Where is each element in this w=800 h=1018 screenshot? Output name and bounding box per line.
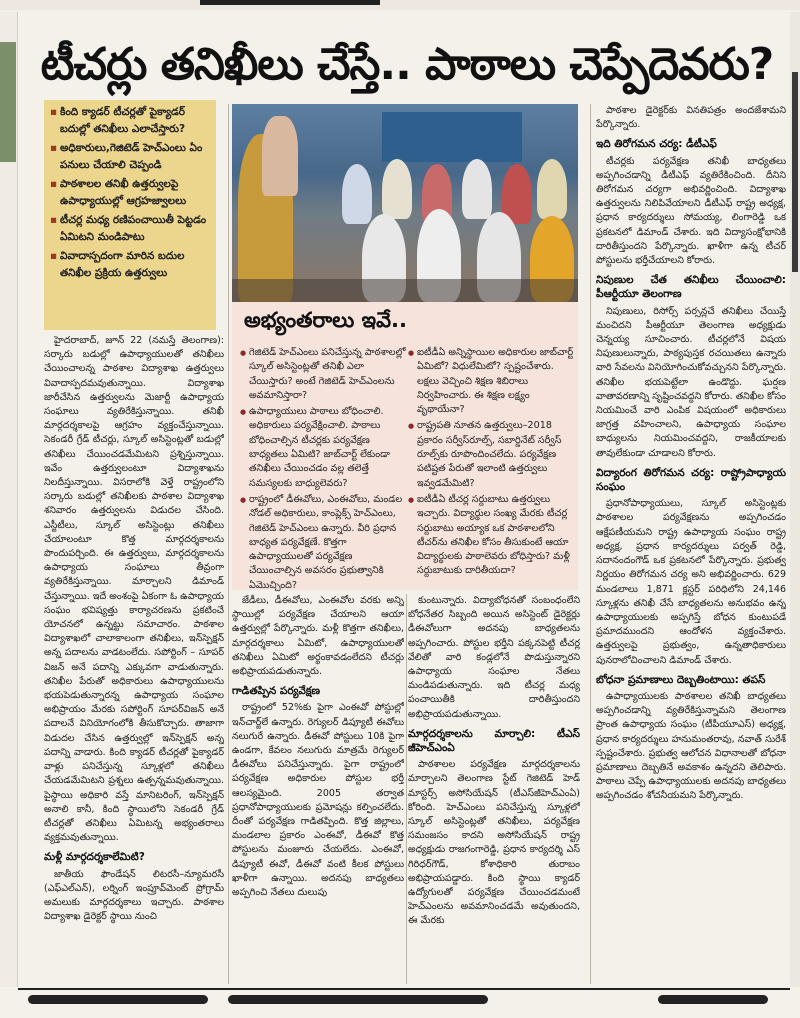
article-column-3 <box>596 104 786 806</box>
objections-right <box>408 346 576 581</box>
objections-left <box>240 346 408 595</box>
highlight-item: ▪ పాఠశాలల తనిఖీ ఉత్తర్వులపై ఉపాధ్యాయుల్లో ఆగ్రహజ్వాలలు <box>50 176 210 210</box>
subheading: విద్యారంగ తిరోగమన చర్య: రాష్ట్రోపాధ్యాయ సంఘం <box>596 466 786 494</box>
body-paragraph: రాష్ట్రంలో 52%కు పైగా ఎంఈవో పోస్టుల్లో ఇన్‌చార్జ్‌లే ఉన్నారు. రెగ్యులర్ డిప్యూటీ ఈవోలు నలుగురే ఉన్నారు. డీఈవో పోస్టులు 10కి పైగా ఉండగా, కేవలం నలుగురు మాత్రమే రెగ్యులర్ డీఈవోలు పనిచేస్తున్నారు. పైగా రాష్ట్రంలో పర్యవేక్షణ అధికారుల పోస్టుల భర్తీ ఆలస్యమైంది. 2005 తర్వాత ప్రధానోపాధ్యాయులకు ప్రమోషన్లు కల్పించలేదు. దీంతో పర్యవేక్షణ గాడితప్పింది. కొత్త జిల్లాలు, మండలాల ప్రకారం ఎంఈవో, డీఈవో కొత్త పోస్టులను మంజూరు చేయలేదు. ఎంఈవో, డిప్యూటీ ఈవో, డీఈవో వంటి కీలక పోస్టులు ఖాళీగా ఉన్నాయి. అదనపు బాధ్యతలు అప్పగించి నేతలు దులుపు <box>232 702 404 899</box>
subheading: గాడితప్పిన పర్యవేక్షణ <box>232 685 321 698</box>
body-paragraph: హైదరాబాద్, జూన్ 22 (నమస్తే తెలంగాణ): సర్కారు బడుల్లో ఉపాధ్యాయులతో తనిఖీలు చేయించాలన్న పాఠశాల విద్యాశాఖ ఉత్తర్వులు వివాదాస్పదమవుతున్నాయి. విద్యాశాఖ జారీచేసిన ఉత్తర్వులను మెజార్టీ ఉపాధ్యాయ సంఘాలు వ్యతిరేకిస్తున్నాయి. తనిఖీ మార్గదర్శకాలపై ఆగ్రహం వ్యక్తంచేస్తున్నాయి. సెకండరీ గ్రేడ్ టీచర్లు, స్కూల్ అసిస్టెంట్లతో బడుల్లో తనిఖీలు చేయించడమేమిటని ప్రశ్నిస్తున్నాయి. ఇవేం ఉత్తర్వులంటూ విద్యాశాఖను నిలదీస్తున్నాయి. విసరాలోకి వెళ్తే రాష్ట్రంలోని సర్కారు బడుల్లో తనిఖీలకు పాఠశాల విద్యాశాఖ శనివారం ఉత్తర్వులను విడుదల చేసింది. ఎస్జీటీలు, స్కూల్ అసిస్టెంట్లు తనిఖీలు చేయాలంటూ కొత్త మార్గదర్శకాలను పొందుపర్చింది. ఈ ఉత్తర్వులు, మార్గదర్శకాలను ఉపాధ్యాయ సంఘాలు తీవ్రంగా వ్యతిరేకిస్తున్నాయి. మార్చాలని డిమాండ్ చేస్తున్నాయి. ఇదే అంశంపై ఏకంగా ఓ ఉపాధ్యాయ సంఘం భవిష్యత్తు కార్యాచరణను ప్రకటించే యోచనలో ఉన్నట్టు సమాచారం. పాఠశాల విద్యాశాఖలో చాలాకాలంగా తనిఖీలు, ఇన్‌స్పెక్షన్ అన్న పదాలను వాడటంలేదు. సపోర్టింగ్ – సూపర్ విజన్ అనే పదాన్ని ఎక్కువగా వాడుతున్నారు. తనిఖీల పేరుతో అధికారులు ఉపాధ్యాయులను భయపెడుతున్నారన్న ఉపాధ్యాయ సంఘాల అభిప్రాయం మేరకు సపోర్టింగ్ సూపర్‌విజన్ అనే పదాలనే వినియోగంలోకి తీసుకొచ్చారు. తాజాగా విడుదల చేసిన ఉత్తర్వుల్లో ఇన్‌స్పెక్షన్ అన్న పదాన్ని వాడారు. కింది క్యాడర్ టీచర్లతో పైక్యాడర్ వాళ్లు పనిచేస్తున్న స్కూళ్లలో తనిఖీలు చేయడమేమిటని ప్రశ్నలు ఉత్పన్నమవుతున్నాయి. పైస్థాయి అధికారి వస్తే మానిటరింగ్, ఇన్‌స్పెక్షన్ అనాలి కానీ, కింది స్థాయిలోని సెకండరీ గ్రేడ్ టీచర్లతో తనిఖీలు ఏమిటన్న అభ్యంతరాలు వ్యక్తమవుతున్నాయి. <box>44 335 224 844</box>
article-headline: టీచర్లు తనిఖీలు చేస్తే.. పాఠాలు చెప్పేదెవరు? <box>40 39 774 90</box>
masthead-strip <box>0 0 800 10</box>
adjacent-column-fragment <box>790 12 800 987</box>
officer-figure <box>262 116 298 196</box>
subheading: బోధనా ప్రమాణాలు దెబ్బతింటాయి: తపస్ <box>596 673 766 686</box>
body-paragraph: పాఠశాలల పర్యవేక్షణ మార్గదర్శకాలను మార్చాలని తెలంగాణ స్టేట్ గెజిటెడ్ హెడ్ మాస్టర్స్ అసోసియేషన్ (టీఎస్‌జీహెచ్‌ఎంఏ) కోరింది. హెచ్‌ఎంలు పనిచేస్తున్న స్కూళ్లలో స్కూల్ అసిస్టెంట్లతో తనిఖీలు, పర్యవేక్షణ సమంజసం కాదని అసోసియేషన్ రాష్ట్ర అధ్యక్షుడు రాజగంగారెడ్డి, ప్రధాన కార్యదర్శి ఎస్ గిరిధర్‌గౌడ్, కోశాధికారి తురాబం అభిప్రాయపడ్డారు. కింది స్థాయి క్యాడర్ ఉద్యోగులతో పర్యవేక్షణ చేయించడమంటే హెచ్‌ఎంలను అవమానించడమే అవుతుందని, ఈ మేరకు <box>408 759 580 927</box>
body-paragraph: జేడీలు, డీఈవోలు, ఎంఈవోల వరకు అన్ని స్థాయిల్లో పర్యవేక్షణ చేయాలని ఆయా ఉత్తర్వుల్లో పేర్కొన్నారు. మళ్లీ కొత్తగా తనిఖీలు, మార్గదర్శకాలు ఏమిటో, ఉపాధ్యాయులతో తనిఖీలు ఏమిటో అర్థంకావడంలేదని టీచర్లు అభిప్రాయపడుతున్నారు. <box>232 595 404 678</box>
objections-box <box>232 302 578 590</box>
body-paragraph: పాఠశాల డైరెక్టర్‌కు వినతిపత్రం అందజేశామని పేర్కొన్నారు. <box>596 105 786 131</box>
body-paragraph: ఉపాధ్యాయులకు పాఠశాలల తనిఖీ బాధ్యతలు అప్పగించడాన్ని వ్యతిరేకిస్తున్నామని తెలంగాణ ప్రాంత ఉపాధ్యాయ సంఘం (టీపీయూఎస్) అధ్యక్ష, ప్రధాన కార్యదర్శులు హనుమంతరావు, నవాత్ సురేశ్ స్పష్టంచేశారు. ప్రభుత్వ ఆలోచన విధానాలతో బోధనా ప్రమాణాలు దెబ్బతినే అవకాశం ఉన్నదని తెలిపారు. పాఠాలు చెప్పే ఉపాధ్యాయులకు అదనపు బాధ్యతలు అప్పగించడం శోచనీయమని పేర్కొన్నారు. <box>596 690 786 802</box>
classroom-photo <box>232 104 578 302</box>
body-paragraph: నిపుణులు, రిసోర్స్ పర్సన్లచే తనిఖీలు చేయిస్తే మంచిదని పీఆర్టీయూ తెలంగాణ అధ్యక్షుడు చెన్నయ్య సూచించారు. టీచర్లలోనే విషయ నిపుణులున్నారు, పాఠ్యపుస్తక రచయితలు ఉన్నారు వారి సేవలను వినియోగించుకోవచ్చునని పేర్కొన్నారు. తనిఖీల భయపెట్టేలా ఉండొద్దు. ఘర్షణ వాతావరణాన్ని సృష్టించవద్దని కోరారు. తనిఖీల కోసం నియమించే వారి ఎంపిక విషయంలో అధికారులు జాగ్రత్త వహించాలని, ఉపాధ్యాయ సంఘాల బాధ్యులను నియమించవద్దని, రాజకీయాలకు తావులేకుండా చూడాలని కోరారు. <box>596 305 786 459</box>
subheading: మళ్లీ మార్గదర్శకాలేమిటి? <box>44 851 145 864</box>
body-paragraph: కుంటున్నారు. విద్యాబోధనతో సంబంధంలేని బోధనేతర సిబ్బంది అయిన అసిస్టెంట్ డైరెక్టర్లు డీఈవోలుగా అదనపు బాధ్యతలను అప్పగించారు. పోస్టుల భర్తీని పక్కనపెట్టి టీచర్ల వేలితో వారి కండ్లలోనే పొడుస్తున్నారని ఉపాధ్యాయ సంఘాల నేతలు మండిపడుతున్నారు. ఇది టీచర్ల మధ్య పంచాయితీకి దారితీస్తుందని అభిప్రాయపడుతున్నాయి. <box>408 595 580 720</box>
highlight-item: ▪ వివాదాస్పదంగా మారిన బదుల తనిఖీల ప్రక్రియ ఉత్తర్వులు <box>50 248 210 282</box>
page-divider <box>18 988 790 990</box>
subheading: మార్గదర్శకాలను మార్చాలి: టీఎస్ జీహెచ్‌ఎంఏ <box>408 727 580 755</box>
adjacent-photo <box>0 42 16 162</box>
subheading: నిపుణుల చేత తనిఖీలు చేయించాలి: పీఆర్టీయూ తెలంగాణ <box>596 274 786 301</box>
body-paragraph: టీచర్లకు పర్యవేక్షణ తనిఖీ బాధ్యతలు అప్పగించడాన్ని డీటీఎఫ్ వ్యతిరేకించింది. దీనిని తిరోగమన చర్యగా అభివర్ణించింది. విద్యాశాఖ ఉత్తర్వులను నిలిపివేయాలని డీటీఎఫ్ రాష్ట్ర అధ్యక్ష, ప్రధాన కార్యదర్శులు సోమయ్య, లింగారెడ్డి ఒక ప్రకటనలో డిమాండ్ చేశారు. ఇది విద్యాసంక్షోభానికి దారితీస్తుందని పేర్కొన్నారు. ఖాళీగా ఉన్న టీచర్ పోస్టులను భర్తీచేయాలని కోరారు. <box>596 155 786 267</box>
highlights-box <box>44 100 216 330</box>
body-paragraph: జాతీయ ఫౌండేషన్ లిటరసీ–న్యూమరసీ (ఎఫ్‌ఎల్‌ఎన్), లర్నింగ్ ఇంప్రూవ్‌మెంట్ ప్రోగ్రామ్ అమలుకు మార్గదర్శకాలు ఇచ్చారు. పాఠశాల విద్యాశాఖ డైరెక్టర్ స్థాయి నుంచి <box>44 868 224 923</box>
objection-item: ● ఉపాధ్యాయులు పాఠాలు బోధించాలి. అధికారులు పర్యవేక్షించాలి. పాఠాలు బోధించాల్సిన టీచర్లకు పర్యవేక్షణ బాధ్యతలు ఏమిటి? జాబ్‌చార్ట్ లేకుండా తనిఖీలు చేయించడం వల్ల తలెత్తే సమస్యలకు బాధ్యులెవరు? <box>240 405 408 491</box>
objection-item: ● రాష్ట్రంలో డీఈవోలు, ఎంఈవోలు, మండల నోడల్ అధికారులు, కాంప్లెక్స్ హెచ్‌ఎంలు, గెజిటెడ్ హెచ్‌ఎంలు ఉన్నారు. వీరి ప్రధాన బాధ్యత పర్యవేక్షణే. కొత్తగా ఉపాధ్యాయులతో పర్యవేక్షణ చేయించాల్సిన అవసరం ప్రభుత్వానికి ఏమొచ్చింది? <box>240 493 408 593</box>
objection-item: ● ఐటీడీఏ అన్నిస్థాయిల అధికారుల జాబ్‌చార్ట్ ఏమిటో? విధులేమిటో? స్పష్టంచేశారు. లక్షలు వెచ్చించి శిక్షణ శిబిరాలు నిర్వహించారు. ఈ శిక్షణ లక్ష్యం వృథాయేనా? <box>408 346 576 417</box>
subheading: ఇది తిరోగమన చర్య: డీటీఎఫ్ <box>596 138 717 151</box>
article-column-1 <box>44 334 224 926</box>
objection-item: ● ఐటీడీఏ టీచర్ల సర్దుబాటు ఉత్తర్వులు ఇచ్చారు. విద్యార్థుల సంఖ్య మేరకు టీచర్ల సర్దుబాటు అయ్యాక ఒక పాఠశాలలోని టీచర్‌ను తనిఖీల కోసం తీసుకుంటే ఆయా విద్యార్థులకు పాఠాలెవరు బోధిస్తారు? మళ్లీ సర్దుబాటుకు దారితీయదా? <box>408 493 576 579</box>
objections-title: అభ్యంతరాలు ఇవే.. <box>244 308 407 332</box>
highlight-item: ▪ అధికారులు,గెజిటెడ్ హెచ్‌ఎంలు ఏం పనులు చేయాలి చెప్పండి <box>50 140 210 174</box>
objection-item: ● రాష్ట్రపతి నూతన ఉత్తర్వులు–2018 ప్రకారం సర్వీస్‌రూల్స్, సబార్డినేట్ సర్వీస్ రూల్స్‌కు రూపొందించలేదు. పర్యవేక్షణ పటిష్టత పేరుతో ఇలాంటి ఉత్తర్వులు ఇవ్వడమేమిటి? <box>408 419 576 490</box>
next-headline-fragment <box>18 991 790 1018</box>
adjacent-article-fragment <box>0 12 18 987</box>
objection-item: ● గెజిటెడ్ హెచ్‌ఎంలు పనిచేస్తున్న పాఠశాలల్లో స్కూల్ అసిస్టెంట్లతో తనిఖీ ఎలా చేయిస్తారు? అంటే గెజిటెడ్ హెచ్‌ఎంలను అవమానిస్తారా? <box>240 346 408 403</box>
body-paragraph: ప్రధానోపాధ్యాయులు, స్కూల్ అసిస్టెంట్లకు పాఠశాలల పర్యవేక్షణను అప్పగించడం ఆక్షేపణీయమని రాష్ట్ర ఉపాధ్యాయ సంఘం రాష్ట్ర అధ్యక్ష, ప్రధాన కార్యదర్శులు పర్వత్ రెడ్డి, సదానందంగౌడ్ ఒక ప్రకటనలో పేర్కొన్నారు. ప్రభుత్వ నిర్ణయం తిరోగమన చర్య అని అభివర్ణించారు. 629 మండలాలు 1,871 క్లస్టర్ పరిధిలోని 24,146 స్కూళ్లను తనిఖీ చేసే బాధ్యతలను అనుభవం ఉన్న ఉపాధ్యాయులకు అప్పగిస్తే బోధన కుంటుపడే ప్రమాదముందని ఆందోళన వ్యక్తంచేశారు. ఉత్తర్వులపై ప్రభుత్వం, ఉన్నతాధికారులు పునరాలోచించాలని డిమాండ్ చేశారు. <box>596 498 786 666</box>
article-column-2a <box>232 594 404 902</box>
article-column-2b <box>408 594 580 931</box>
highlight-item: ▪ కింది క్యాడర్ టీచర్లతో పైక్యాడర్ బదుల్లో తనిఖీలు ఎలాచేస్తారు? <box>50 104 210 138</box>
highlight-item: ▪ టీచర్ల మధ్య రణిపంచాయితీ పెట్టడం ఏమిటని మండిపాటు <box>50 212 210 246</box>
